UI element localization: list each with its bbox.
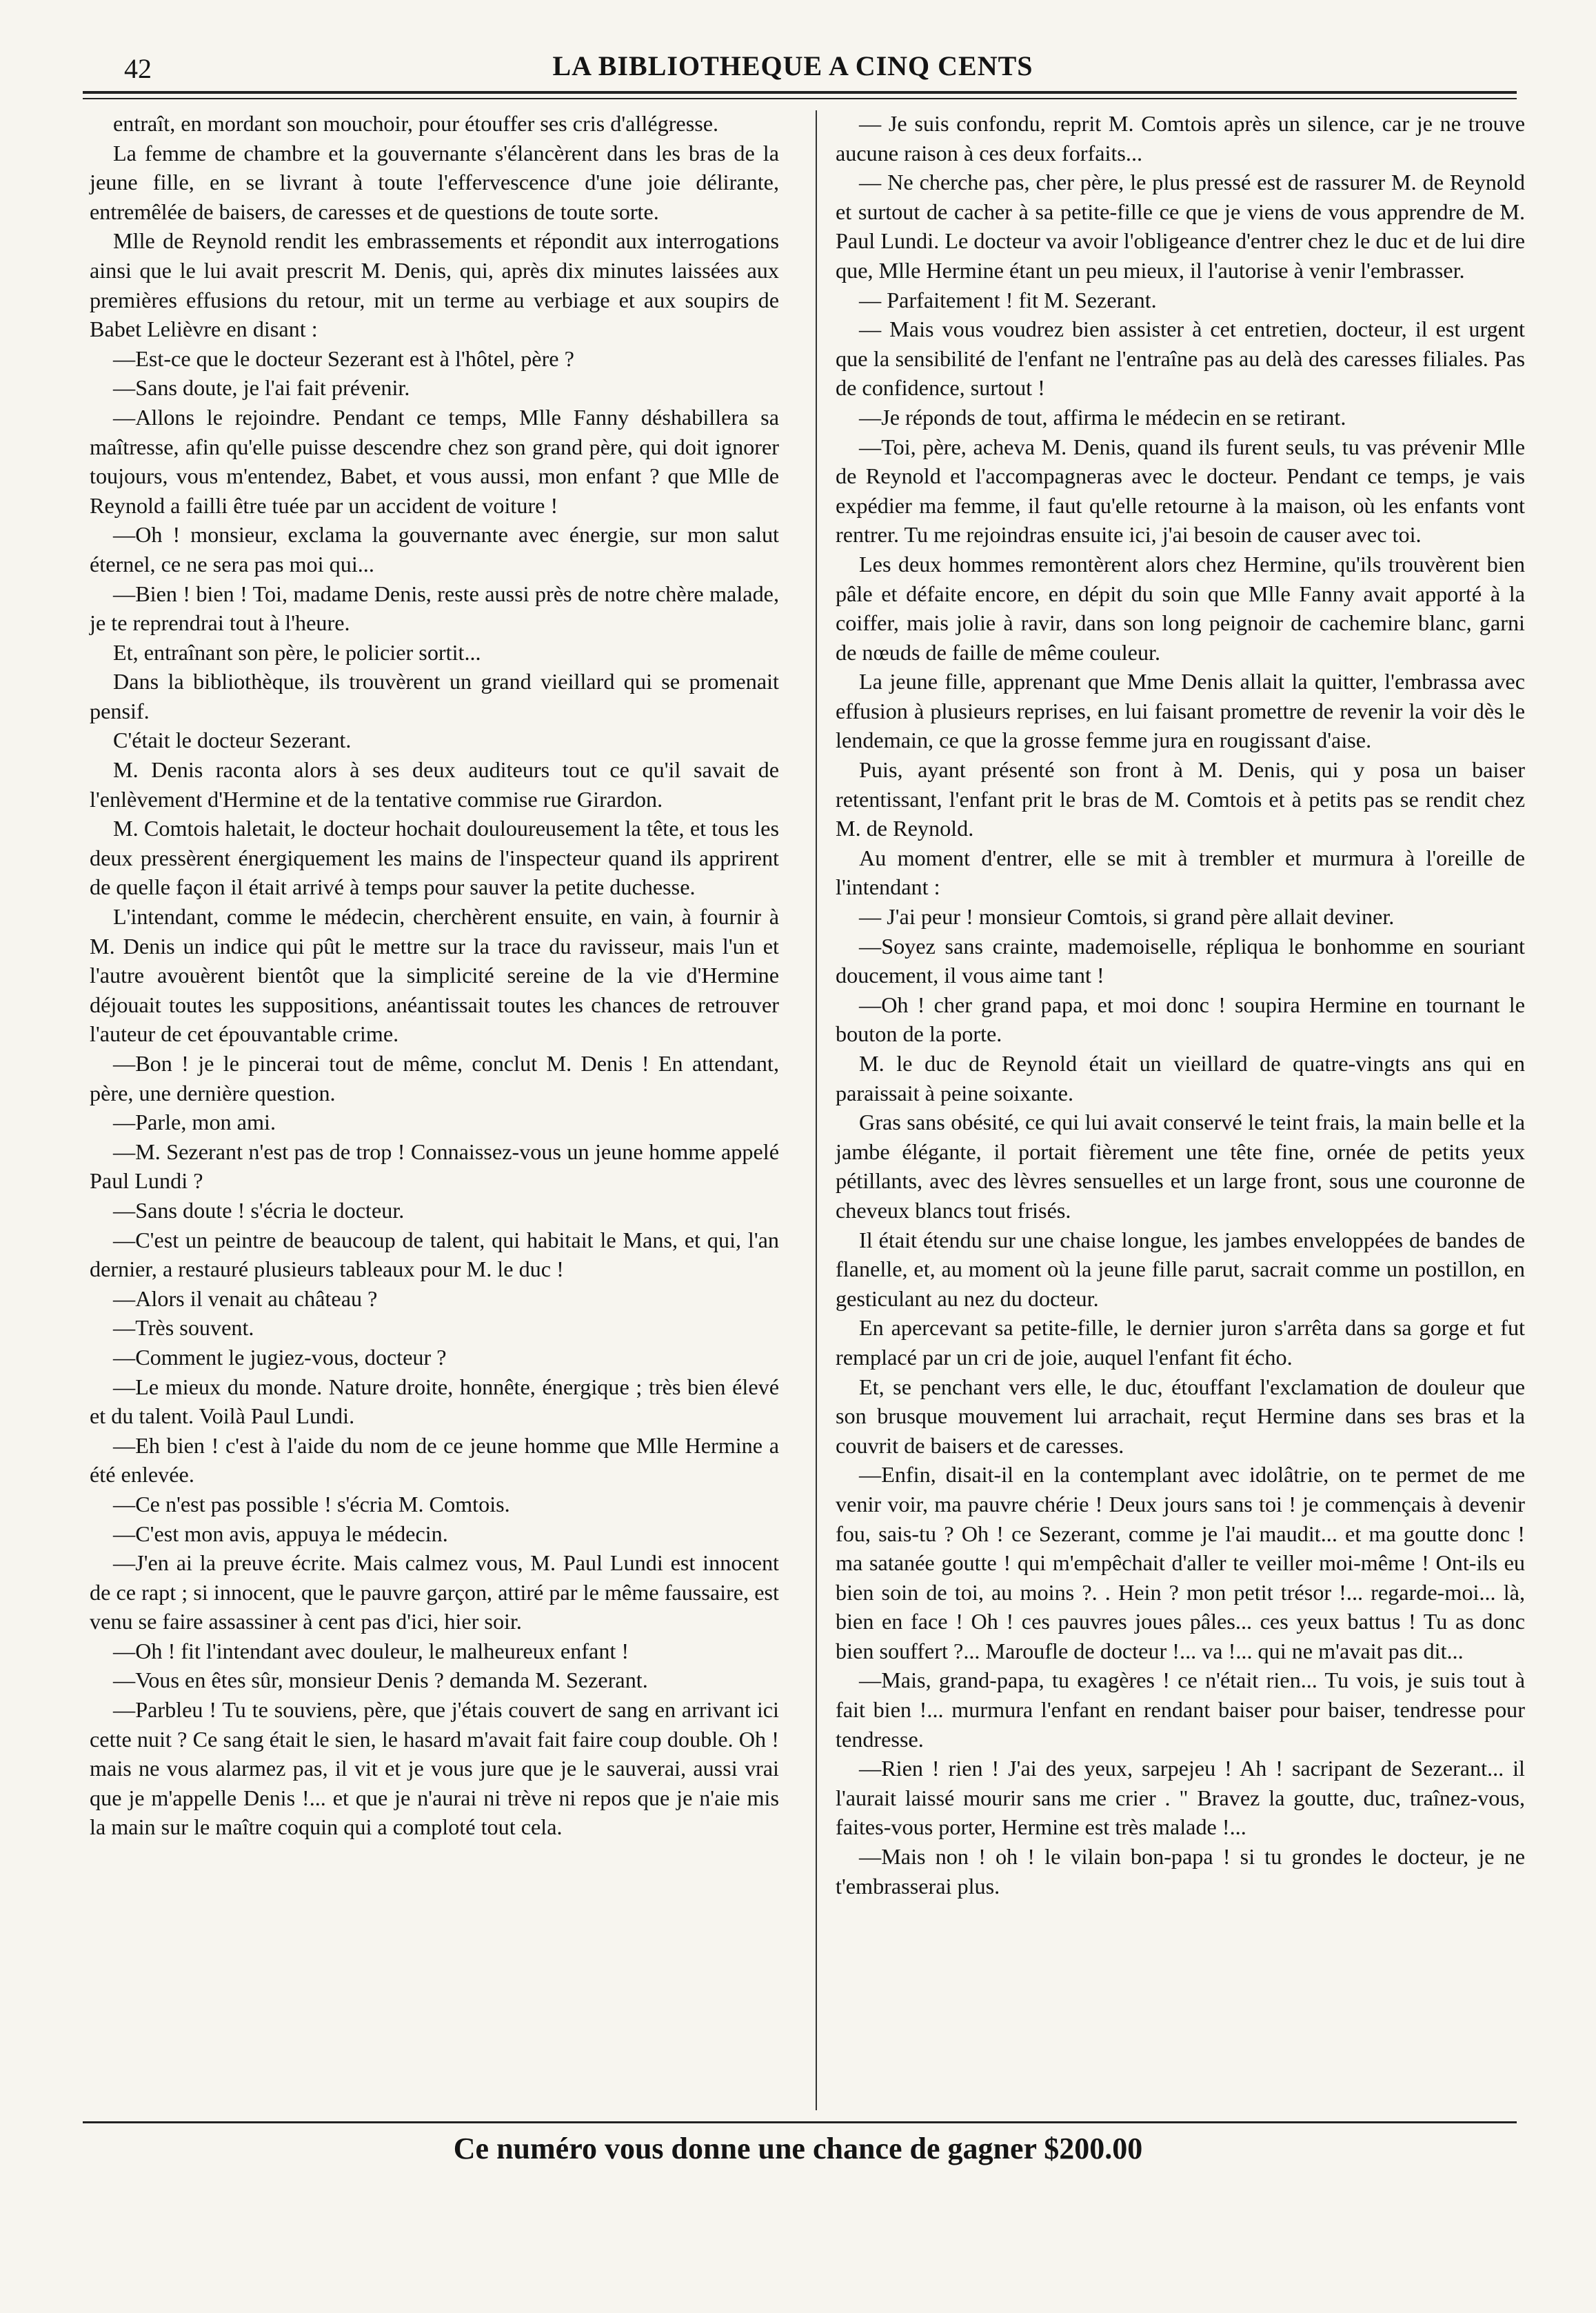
paragraph: —Sans doute, je l'ai fait prévenir. bbox=[113, 375, 410, 401]
paragraph: —Est-ce que le docteur Sezerant est à l'hôtel, père ? bbox=[113, 346, 574, 371]
paragraph: —Vous en êtes sûr, monsieur Denis ? demanda M. Sezerant. bbox=[113, 1668, 648, 1693]
right-column bbox=[836, 109, 1525, 1901]
paragraph: — J'ai peur ! monsieur Comtois, si grand père allait deviner. bbox=[859, 904, 1395, 930]
paragraph: Gras sans obésité, ce qui lui avait conservé le teint frais, la main belle et la jambe élégante, il portait fièrement une tête fine, ornée de petits yeux pétillants, avec des lèvres sensuelles et un large front, sous une couronne de cheveux blancs tout frisés. bbox=[836, 1110, 1525, 1223]
paragraph: —Enfin, disait-il en la contemplant avec idolâtrie, on te permet de me venir voir, ma pauvre chérie ! Deux jours sans toi ! je commençais à devenir fou, sais-tu ? Oh ! ce Sezerant, comme je l'ai maudit... et ma goutte donc ! ma satanée goutte ! qui m'empêchait d'aller te veiller moi-même ! Ont-ils eu bien soin de toi, au moins ?. . Hein ? mon petit trésor !... regarde-moi... là, bien en face ! Oh ! ces pauvres joues pâles... ces yeux battus ! Tu as donc bien souffert ?... Maroufle de docteur !... va !... qui ne m'avait pas dit... bbox=[836, 1462, 1525, 1663]
page-number: 42 bbox=[124, 53, 152, 84]
paragraph: Les deux hommes remontèrent alors chez Hermine, qu'ils trouvèrent bien pâle et défaite encore, en dépit du soin que Mlle Fanny avait apporté à la coiffer, mais jolie à ravir, dans son long peignoir de cachemire blanc, garni de nœuds de faille de même couleur. bbox=[836, 551, 1525, 665]
paragraph: —Soyez sans crainte, mademoiselle, répliqua le bonhomme en souriant doucement, il vous aime tant ! bbox=[836, 933, 1525, 988]
paragraph: —Eh bien ! c'est à l'aide du nom de ce jeune homme que Mlle Hermine a été enlevée. bbox=[90, 1432, 779, 1488]
paragraph: La jeune fille, apprenant que Mme Denis allait la quitter, l'embrassa avec effusion à plusieurs reprises, en lui faisant promettre de revenir la voir dès le lendemain, ce que la grosse femme jura en rougissant d'aise. bbox=[836, 669, 1525, 753]
paragraph: —M. Sezerant n'est pas de trop ! Connaissez-vous un jeune homme appelé Paul Lundi ? bbox=[90, 1139, 779, 1194]
paragraph: Il était étendu sur une chaise longue, les jambes enveloppées de bandes de flanelle, et, au moment où la jeune fille parut, sacrait comme un postillon, en gesticulant au nez du docteur. bbox=[836, 1227, 1525, 1311]
paragraph: —Je réponds de tout, affirma le médecin en se retirant. bbox=[859, 404, 1346, 430]
paragraph: Et, entraînant son père, le policier sortit... bbox=[113, 639, 481, 665]
paragraph: L'intendant, comme le médecin, cherchèrent ensuite, en vain, à fournir à M. Denis un indice qui pût le mettre sur la trace du ravisseur, mais l'un et l'autre avouèrent bientôt que la simplicité sereine de la vie d'Hermine déjouait toutes les suppositions, anéantissait toutes les chances de retrouver l'auteur de cet épouvantable crime. bbox=[90, 904, 779, 1047]
paragraph: Et, se penchant vers elle, le duc, étouffant l'exclamation de douleur que son brusque mouvement lui arrachait, reçut Hermine dans ses bras et la couvrit de baisers et de caresses. bbox=[836, 1374, 1525, 1458]
paragraph: Mlle de Reynold rendit les embrassements et répondit aux interrogations ainsi que le lui avait prescrit M. Denis, qui, après dix minutes laissées aux premières effusions du retour, mit un terme au verbiage et aux soupirs de Babet Lelièvre en disant : bbox=[90, 228, 779, 342]
paragraph: —Sans doute ! s'écria le docteur. bbox=[113, 1197, 405, 1223]
paragraph: —Bien ! bien ! Toi, madame Denis, reste aussi près de notre chère malade, je te reprendrai tout à l'heure. bbox=[90, 581, 779, 636]
paragraph: Puis, ayant présenté son front à M. Denis, qui y posa un baiser retentissant, l'enfant prit le bras de M. Comtois et à petits pas se rendit chez M. de Reynold. bbox=[836, 757, 1525, 841]
paragraph: —C'est un peintre de beaucoup de talent, qui habitait le Mans, et qui, l'an dernier, a restauré plusieurs tableaux pour M. le duc ! bbox=[90, 1227, 779, 1282]
paragraph: —Mais non ! oh ! le vilain bon-papa ! si tu grondes le docteur, je ne t'embrasserai plus. bbox=[836, 1844, 1525, 1899]
column-divider bbox=[816, 110, 817, 2110]
paragraph: —Allons le rejoindre. Pendant ce temps, Mlle Fanny déshabillera sa maîtresse, afin qu'elle puisse descendre chez son grand père, qui doit ignorer toujours, vous m'entendez, Babet, et vous aussi, mon enfant ? que Mlle de Reynold a failli être tuée par un accident de voiture ! bbox=[90, 404, 779, 518]
paragraph: La femme de chambre et la gouvernante s'élancèrent dans les bras de la jeune fille, en se livrant à toute l'effervescence d'une joie délirante, entremêlée de baisers, de caresses et de questions de toute sorte. bbox=[90, 140, 779, 224]
paragraph: M. Denis raconta alors à ses deux auditeurs tout ce qu'il savait de l'enlèvement d'Hermine et de la tentative commise rue Girardon. bbox=[90, 757, 779, 812]
paragraph: M. Comtois haletait, le docteur hochait douloureusement la tête, et tous les deux pressèrent énergiquement les mains de l'inspecteur quand ils apprirent de quelle façon il était arrivé à temps pour sauver la petite duchesse. bbox=[90, 816, 779, 900]
paragraph: — Ne cherche pas, cher père, le plus pressé est de rassurer M. de Reynold et surtout de cacher à sa petite-fille ce que je viens de vous apprendre de M. Paul Lundi. Le docteur va avoir l'obligeance d'entrer chez le duc et de lui dire que, Mlle Hermine étant un peu mieux, il l'autorise à venir l'embrasser. bbox=[836, 170, 1525, 283]
paragraph: —Très souvent. bbox=[113, 1315, 254, 1341]
running-title: LA BIBLIOTHEQUE A CINQ CENTS bbox=[552, 50, 1033, 81]
paragraph: M. le duc de Reynold était un vieillard de quatre-vingts ans qui en paraissait à peine soixante. bbox=[836, 1051, 1525, 1105]
paragraph: —Parle, mon ami. bbox=[113, 1110, 276, 1135]
left-column bbox=[90, 109, 779, 1842]
footer-notice: Ce numéro vous donne une chance de gagner $200.00 bbox=[453, 2132, 1143, 2165]
paragraph: En apercevant sa petite-fille, le dernier juron s'arrêta dans sa gorge et fut remplacé par un cri de joie, auquel l'enfant fit écho. bbox=[836, 1315, 1525, 1370]
paragraph: —Ce n'est pas possible ! s'écria M. Comtois. bbox=[113, 1491, 510, 1516]
paragraph: C'était le docteur Sezerant. bbox=[113, 728, 352, 753]
paragraph: — Mais vous voudrez bien assister à cet entretien, docteur, il est urgent que la sensibilité de l'enfant ne l'entraîne pas au delà des caresses filiales. Pas de confidence, surtout ! bbox=[836, 317, 1525, 401]
paragraph: —Alors il venait au château ? bbox=[113, 1285, 378, 1311]
paragraph: —Rien ! rien ! J'ai des yeux, sarpejeu ! Ah ! sacripant de Sezerant... il l'aurait laissé mourir sans me crier . " Bravez la goutte, duc, traînez-vous, faites-vous porter, Hermine est très malade !... bbox=[836, 1756, 1525, 1840]
paragraph: —Oh ! monsieur, exclama la gouvernante avec énergie, sur mon salut éternel, ce ne sera pas moi qui... bbox=[90, 522, 779, 577]
header-rule bbox=[83, 91, 1517, 94]
header-rule-thin bbox=[83, 98, 1517, 99]
footer-rule bbox=[83, 2121, 1517, 2123]
paragraph: —Oh ! cher grand papa, et moi donc ! soupira Hermine en tournant le bouton de la porte. bbox=[836, 992, 1525, 1047]
paragraph: —Le mieux du monde. Nature droite, honnête, énergique ; très bien élevé et du talent. Voilà Paul Lundi. bbox=[90, 1374, 779, 1429]
paragraph: —Bon ! je le pincerai tout de même, conclut M. Denis ! En attendant, père, une dernière question. bbox=[90, 1051, 779, 1105]
paragraph: Dans la bibliothèque, ils trouvèrent un grand vieillard qui se promenait pensif. bbox=[90, 669, 779, 723]
paragraph: —J'en ai la preuve écrite. Mais calmez vous, M. Paul Lundi est innocent de ce rapt ; si innocent, que le pauvre garçon, attiré par le même faussaire, est venu se faire assassiner à cent pas d'ici, hier soir. bbox=[90, 1550, 779, 1634]
paragraph: —Parbleu ! Tu te souviens, père, que j'étais couvert de sang en arrivant ici cette nuit ? Ce sang était le sien, le hasard m'avait fait faire coup double. Oh ! mais ne vous alarmez pas, il vit et je vous jure que je le sauverai, aussi vrai que je m'appelle Denis !... et que je n'aurai ni trève ni repos que je n'aie mis la main sur le maître coquin qui a comploté tout cela. bbox=[90, 1697, 779, 1840]
paragraph: — Je suis confondu, reprit M. Comtois après un silence, car je ne trouve aucune raison à ces deux forfaits... bbox=[836, 111, 1525, 166]
page-header bbox=[83, 50, 1503, 91]
paragraph: —Toi, père, acheva M. Denis, quand ils furent seuls, tu vas prévenir Mlle de Reynold et l'accompagneras avec le docteur. Pendant ce temps, je vais expédier ma femme, il faut qu'elle retourne à la maison, où les enfants vont rentrer. Tu me rejoindras ensuite ici, j'ai besoin de causer avec toi. bbox=[836, 434, 1525, 548]
paragraph: Au moment d'entrer, elle se mit à trembler et murmura à l'oreille de l'intendant : bbox=[836, 845, 1525, 900]
paragraph: —C'est mon avis, appuya le médecin. bbox=[113, 1521, 448, 1546]
paragraph: — Parfaitement ! fit M. Sezerant. bbox=[859, 287, 1157, 312]
paragraph: —Mais, grand-papa, tu exagères ! ce n'était rien... Tu vois, je suis tout à fait bien !... murmura l'enfant en rendant baiser pour baiser, tendresse pour tendresse. bbox=[836, 1668, 1525, 1752]
paragraph: entraît, en mordant son mouchoir, pour étouffer ses cris d'allégresse. bbox=[113, 111, 719, 136]
paragraph: —Comment le jugiez-vous, docteur ? bbox=[113, 1344, 447, 1370]
paragraph: —Oh ! fit l'intendant avec douleur, le malheureux enfant ! bbox=[113, 1638, 629, 1663]
